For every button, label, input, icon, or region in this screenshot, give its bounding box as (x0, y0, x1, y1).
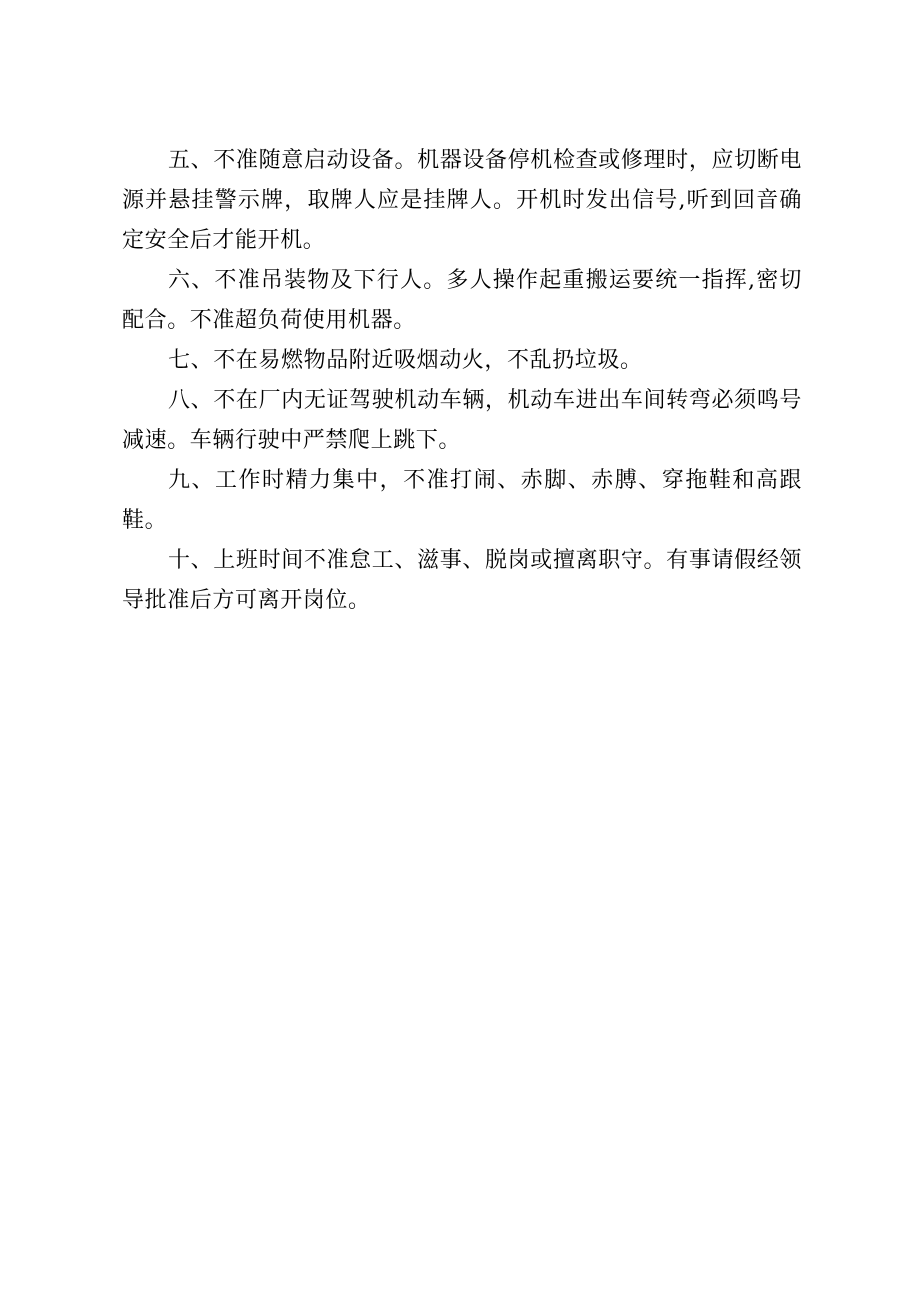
rule-paragraph-7: 七、不在易燃物品附近吸烟动火，不乱扔垃圾。 (168, 348, 643, 373)
rule-paragraph-9: 九、工作时精力集中，不准打闹、赤脚、赤膊、穿拖鞋和高跟鞋。 (122, 468, 802, 533)
document-body (122, 141, 802, 621)
rule-paragraph-5: 五、不准随意启动设备。机器设备停机检查或修理时，应切断电源并悬挂警示牌，取牌人应是挂牌人。开机时发出信号,听到回音确定安全后才能开机。 (122, 148, 802, 253)
rule-paragraph-10: 十、上班时间不准怠工、滋事、脱岗或擅离职守。有事请假经领导批准后方可离开岗位。 (122, 548, 802, 613)
rule-paragraph-8: 八、不在厂内无证驾驶机动车辆，机动车进出车间转弯必须鸣号减速。车辆行驶中严禁爬上跳下。 (122, 388, 802, 453)
rule-paragraph-6: 六、不准吊装物及下行人。多人操作起重搬运要统一指挥,密切配合。不准超负荷使用机器。 (122, 268, 802, 333)
